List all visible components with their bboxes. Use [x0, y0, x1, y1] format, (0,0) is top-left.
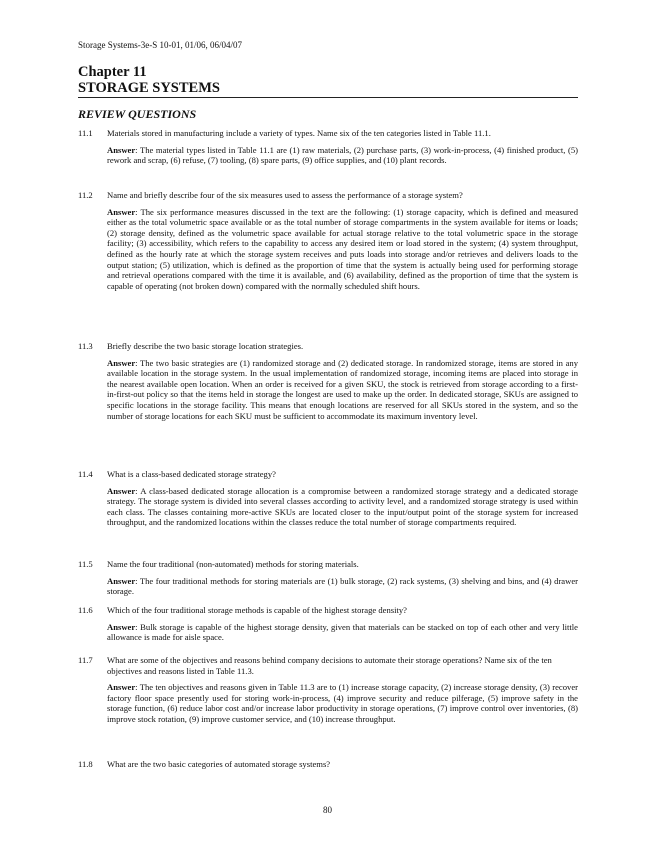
page-number: 80	[323, 805, 332, 815]
answer	[78, 622, 578, 643]
chapter-number: Chapter 11	[78, 64, 147, 80]
answer-label: Answer	[107, 621, 136, 632]
chapter-title: STORAGE SYSTEMS	[78, 80, 220, 96]
question	[78, 341, 578, 352]
question	[78, 605, 578, 616]
answer-label: Answer	[107, 682, 136, 693]
question-text: Which of the four traditional storage methods is capable of the highest storage density?	[107, 605, 407, 615]
answer-text: : The four traditional methods for storing materials are (1) bulk storage, (2) rack systems, (3) shelving and bins, and (4) drawer storage.	[107, 575, 578, 597]
qa-item	[78, 469, 578, 528]
answer-label: Answer	[107, 485, 136, 496]
question	[78, 469, 578, 480]
answer	[78, 207, 578, 292]
qa-item	[78, 128, 578, 166]
qa-item	[78, 190, 578, 291]
answer-text: : A class-based dedicated storage allocation is a compromise between a randomized storage strategy and a dedicated storage strategy. The storage system is divided into several classes according to activity level, and a randomized storage strategy is used within each class. The classes containing more-active SKUs are located closer to the input/output point of the storage system for increased throughput, and the randomized locations within the classes reduce the total number of storage compartments required.	[107, 485, 578, 528]
question-text: Briefly describe the two basic storage location strategies.	[107, 341, 304, 351]
qa-item	[78, 341, 578, 421]
answer-text: : Bulk storage is capable of the highest storage density, given that materials can be stacked on top of each other and very little allowance is made for aisle space.	[107, 621, 578, 643]
question	[78, 655, 578, 676]
qa-item	[78, 655, 578, 725]
question-number: 11.7	[78, 655, 93, 665]
qa-item	[78, 559, 578, 597]
question-number: 11.5	[78, 559, 93, 569]
question-text: Name and briefly describe four of the six measures used to assess the performance of a storage system?	[107, 190, 463, 200]
section-title: REVIEW QUESTIONS	[78, 107, 197, 121]
answer	[78, 682, 578, 724]
answer	[78, 486, 578, 528]
question-text: What is a class-based dedicated storage strategy?	[107, 469, 276, 479]
answer-text: : The two basic strategies are (1) randomized storage and (2) dedicated storage. In randomized storage, items are stored in any available location in the storage system. In the usual implementation of randomized storage, incoming items are placed into storage in the nearest available open location. When an order is received for a given SKU, the stock is retrieved from storage according to a first-in-first-out policy so that the items held in storage the longest are used to make up the order. In dedicated storage, SKUs are assigned to specific locations in the storage facility. This means that enough locations are reserved for all SKUs stored in the system, and so the number of storage locations for each SKU must be sufficient to accommodate its maximum inventory level.	[107, 357, 578, 421]
question-number: 11.6	[78, 605, 93, 615]
answer-text: : The ten objectives and reasons given in Table 11.3 are to (1) increase storage capacity, (2) increase storage density, (3) recover factory floor space presently used for storing work-in-process, (4) improve security and reduce pilferage, (5) improve safety in the storage function, (6) reduce labor cost and/or increase labor productivity in storage operations, (7) improve control over inventories, (8) improve stock rotation, (9) improve customer service, and (10) increase throughput.	[107, 682, 578, 724]
answer-label: Answer	[107, 144, 136, 155]
answer-label: Answer	[107, 575, 136, 586]
question-text: What are the two basic categories of automated storage systems?	[107, 759, 331, 769]
question	[78, 128, 578, 139]
chapter-heading	[78, 64, 220, 96]
question-number: 11.2	[78, 190, 93, 200]
question-number: 11.1	[78, 128, 93, 138]
question	[78, 559, 578, 570]
question-text: Materials stored in manufacturing include a variety of types. Name six of the ten categories listed in Table 11.1.	[107, 128, 491, 138]
answer	[78, 145, 578, 166]
qa-item	[78, 605, 578, 643]
heading-rule	[78, 97, 578, 98]
question-text: What are some of the objectives and reasons behind company decisions to automate their storage operations? Name six of the ten objectives and reasons listed in Table 11.3.	[107, 655, 552, 676]
qa-item	[78, 759, 578, 770]
answer	[78, 358, 578, 422]
answer-label: Answer	[107, 357, 136, 368]
question	[78, 190, 578, 201]
question	[78, 759, 578, 770]
answer-text: : The material types listed in Table 11.1 are (1) raw materials, (2) purchase parts, (3) work-in-process, (4) finished product, (5) rework and scrap, (6) refuse, (7) tooling, (8) spare parts, (9) office supplies, and (10) plant records.	[107, 144, 578, 166]
running-header: Storage Systems-3e-S 10-01, 01/06, 06/04/07	[78, 40, 242, 50]
answer-label: Answer	[107, 206, 136, 217]
question-text: Name the four traditional (non-automated) methods for storing materials.	[107, 559, 359, 569]
answer	[78, 576, 578, 597]
answer-text: : The six performance measures discussed in the text are the following: (1) storage capacity, which is defined and measured either as the total volumetric space available or as the total number of storage compartments in the system available for items or loads; (2) storage density, defined as the volumetric space available for actual storage relative to the total volumetric space in the storage facility; (3) accessibility, which refers to the capability to access any desired item or load stored in the system; (4) system throughput, defined as the hourly rate at which the storage system receives and puts loads into storage and/or retrieves and delivers loads to the output station; (5) utilization, which is defined as the proportion of time that the system is actually being used for performing storage and retrieval operations compared with the time it is available, and (6) availability, defined as the proportion of time that the system is capable of operating (not broken down) compared with the normally scheduled shift hours.	[107, 206, 578, 291]
question-number: 11.8	[78, 759, 93, 769]
question-number: 11.4	[78, 469, 93, 479]
question-number: 11.3	[78, 341, 93, 351]
